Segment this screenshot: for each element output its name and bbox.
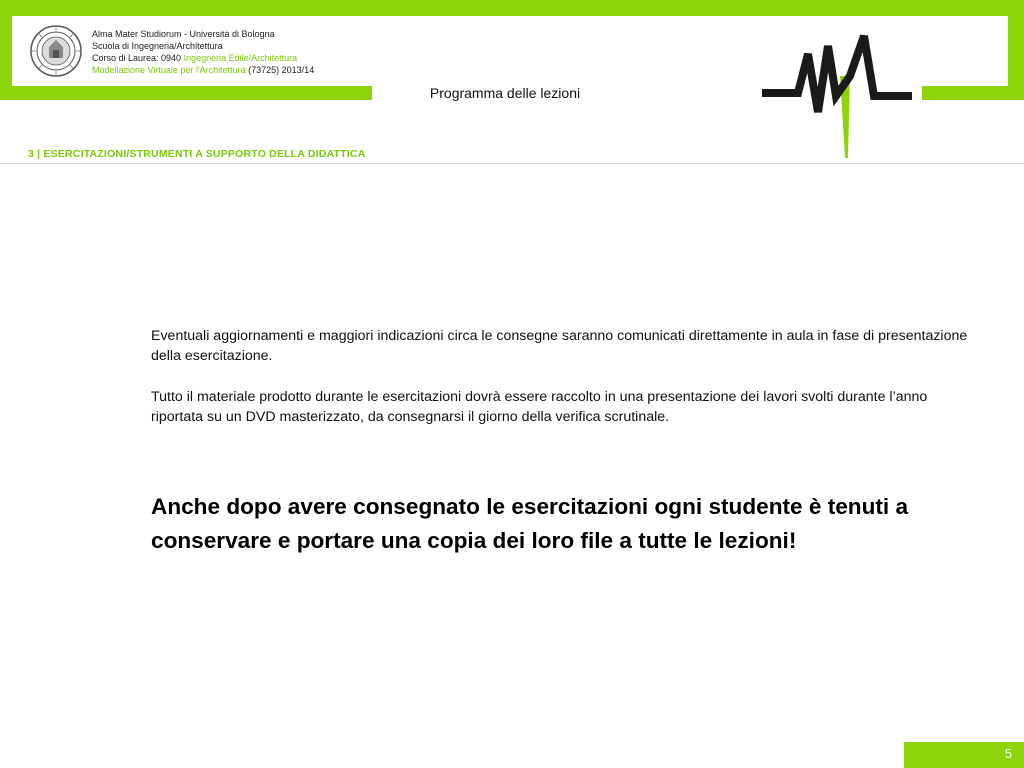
- university-name: Alma Mater Studiorum - Università di Bologna: [92, 29, 275, 39]
- university-info: [92, 28, 314, 76]
- page-number: 5: [904, 742, 1024, 768]
- slide-title: Programma delle lezioni: [429, 85, 581, 101]
- section-divider: [0, 163, 1024, 164]
- right-green-bar: [1008, 0, 1024, 100]
- degree-course: [92, 52, 314, 64]
- school-name: Scuola di Ingegneria/Architettura: [92, 41, 223, 51]
- bottom-left-green-bar: [0, 86, 372, 100]
- paragraph-updates: Eventuali aggiornamenti e maggiori indicazioni circa le consegne saranno comunicati direttamente in aula in fase di presentazione della esercitazione.: [151, 328, 968, 364]
- left-green-bar: [0, 0, 12, 100]
- top-green-bar: [0, 0, 1024, 16]
- mva-heartbeat-logo: [752, 20, 932, 162]
- subject-code: (73725) 2013/14: [245, 65, 315, 75]
- degree-course-name: Ingegneria Edile/Architettura: [183, 53, 298, 63]
- section-label: 3 | ESERCITAZIONI/STRUMENTI A SUPPORTO DELLA DIDATTICA: [28, 148, 366, 160]
- subject-line: [92, 64, 314, 76]
- paragraph-dvd: Tutto il materiale prodotto durante le esercitazioni dovrà essere raccolto in una presentazione dei lavori svolti durante l’anno riportata su un DVD masterizzato, da consegnarsi il giorno della verifica scrutinale.: [151, 389, 928, 425]
- paragraph-emphasis: Anche dopo avere consegnato le esercitazioni ogni studente è tenuti a conservare e portare una copia dei loro file a tutte le lezioni!: [151, 494, 909, 553]
- subject-name: Modellazione Virtuale per l'Architettura: [92, 65, 246, 75]
- degree-course-prefix: Corso di Laurea: 0940: [92, 53, 184, 63]
- bottom-right-green-bar: [922, 86, 1024, 100]
- university-seal-icon: [30, 25, 82, 77]
